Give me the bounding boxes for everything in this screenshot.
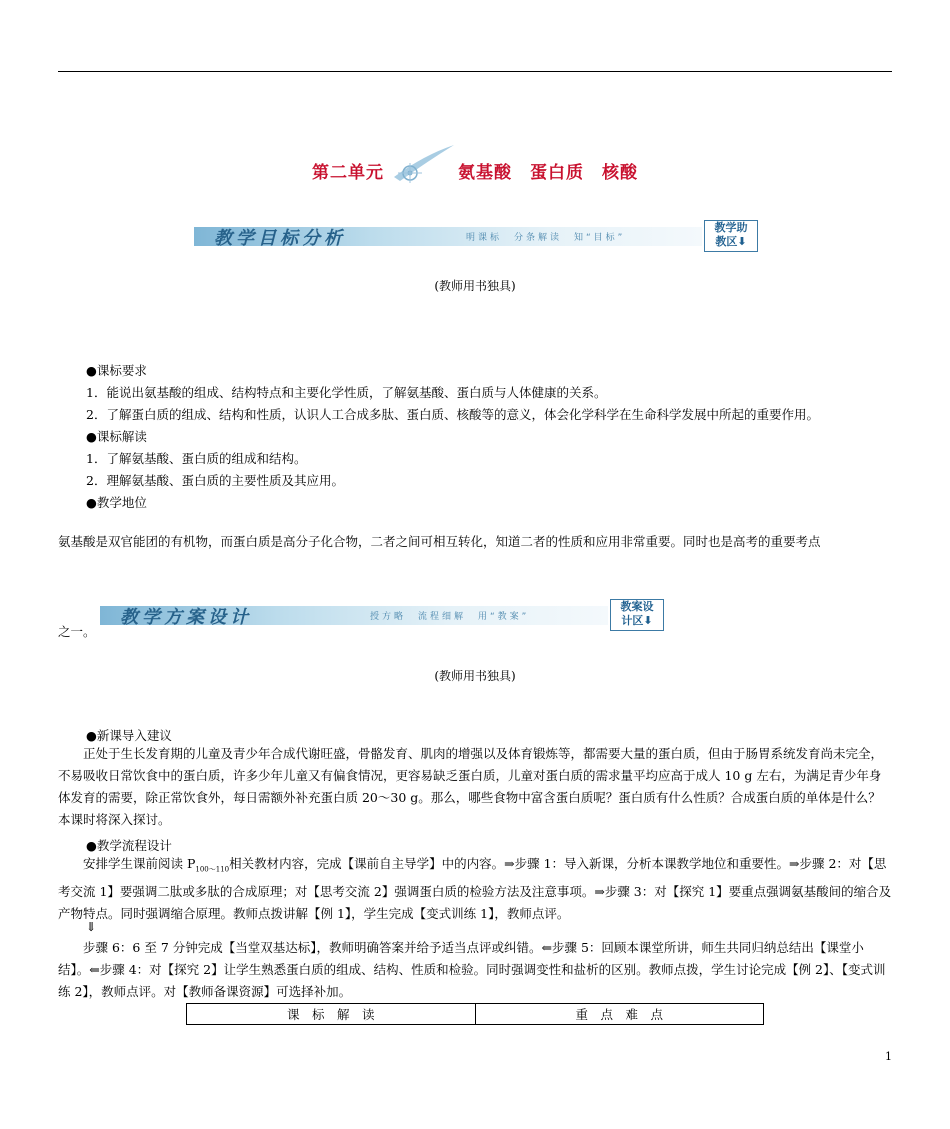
- teaching-aid-area-button[interactable]: [704, 220, 758, 252]
- paragraph-line: 氨基酸是双官能团的有机物，而蛋白质是高分子化合物，二者之间可相互转化，知道二者的性质和应用非常重要。同时也是高考的重要考点: [58, 534, 821, 549]
- badge-line: 教区⬇: [715, 235, 747, 248]
- list-item: 1．了解氨基酸、蛋白质的组成和结构。: [86, 451, 307, 466]
- badge-line: 教案设: [620, 600, 654, 613]
- page-range-subscript: 100～110: [195, 865, 230, 874]
- intro-paragraph: [58, 743, 892, 831]
- list-item: 2．了解蛋白质的组成、结构和性质，认识人工合成多肽、蛋白质、核酸等的意义，体会化学科学在生命科学发展中所起的重要作用。: [86, 407, 819, 422]
- banner-subtitle: 明课标 分条解读 知“目标”: [466, 233, 626, 243]
- paragraph-text: 步骤 6：6 至 7 分钟完成【当堂双基达标】，教师明确答案并给予适当点评或纠错。⇐步骤 5：回顾本课堂所讲，师生共同归纳总结出【课堂小结】。⇐步骤 4：对【探究 2】让学生熟悉蛋白质的组成、结构、性质和检验。同时强调变性和盐析的区别。教师点拨，学生讨论完成【例 2】、【变式训练 2】，教师点评。对【教师备课资源】可选择补加。: [58, 940, 886, 999]
- title-unit: 第二单元: [312, 163, 384, 183]
- badge-line: 计区⬇: [621, 614, 653, 627]
- down-arrow-icon: ⇓: [86, 919, 97, 934]
- paragraph-text: 正处于生长发育期的儿童及青少年合成代谢旺盛，骨骼发育、肌肉的增强以及体育锻炼等，都需要大量的蛋白质，但由于肠胃系统发育尚未完全，不易吸收日常饮食中的蛋白质，许多少年儿童又有偏食情况，更容易缺乏蛋白质，儿童对蛋白质的需求量平均应高于成人 10 g 左右，为满足青少年身体发育的需要，除正常饮食外，每日需额外补充蛋白质 20～30 g。那么，哪些食物中富含蛋白质呢？蛋白质有什么性质？合成蛋白质的单体是什么？本课时将深入探讨。: [58, 746, 884, 827]
- table-header-cell: 课 标 解 读: [187, 1004, 476, 1025]
- banner-heading: 教学方案设计: [120, 607, 252, 628]
- header-rule: [58, 71, 892, 72]
- section-heading: ●教学地位: [86, 495, 147, 510]
- title-protein: 蛋白质: [530, 163, 584, 183]
- table-row: [187, 1004, 764, 1025]
- list-item: 2．理解氨基酸、蛋白质的主要性质及其应用。: [86, 473, 344, 488]
- teacher-only-note: (教师用书独具): [434, 669, 516, 683]
- section-heading: ●教学流程设计: [86, 838, 172, 853]
- teaching-plan-banner: [100, 599, 664, 631]
- teaching-objectives-banner: [194, 220, 758, 252]
- paragraph-line: 之一。: [58, 624, 96, 639]
- comet-icon: [384, 163, 458, 183]
- title-nucleic-acid: 核酸: [602, 163, 638, 183]
- banner-subtitle: 授方略 流程细解 用“教案”: [370, 612, 530, 622]
- paragraph-text: 安排学生课前阅读 P: [83, 856, 196, 871]
- flow-paragraph: [58, 853, 892, 925]
- page-number: 1: [885, 1050, 892, 1063]
- badge-line: 教学助: [714, 221, 748, 234]
- objectives-table: [186, 1003, 764, 1025]
- section-heading: ●新课导入建议: [86, 728, 172, 743]
- page-title: [0, 158, 950, 183]
- teacher-only-note: (教师用书独具): [434, 279, 516, 293]
- paragraph-text: 相关教材内容，完成【课前自主导学】中的内容。⇒步骤 1：导入新课，分析本课教学地位和重要性。⇒步骤 2：对【思考交流 1】要强调二肽或多肽的合成原理；对【思考交流 2】强调蛋白质的检验方法及注意事项。⇒步骤 3：对【探究 1】要重点强调氨基酸间的缩合及产物特点。同时强调缩合原理。教师点拨讲解【例 1】，学生完成【变式训练 1】，教师点评。: [58, 856, 892, 921]
- table-header-cell: 重 点 难 点: [475, 1004, 764, 1025]
- list-item: 1．能说出氨基酸的组成、结构特点和主要化学性质，了解氨基酸、蛋白质与人体健康的关系。: [86, 385, 607, 400]
- section-heading: ●课标要求: [86, 363, 147, 378]
- section-heading: ●课标解读: [86, 429, 147, 444]
- title-amino-acid: 氨基酸: [458, 163, 512, 183]
- lesson-plan-area-button[interactable]: [610, 599, 664, 631]
- flow-paragraph: [58, 937, 892, 1003]
- banner-heading: 教学目标分析: [214, 228, 346, 249]
